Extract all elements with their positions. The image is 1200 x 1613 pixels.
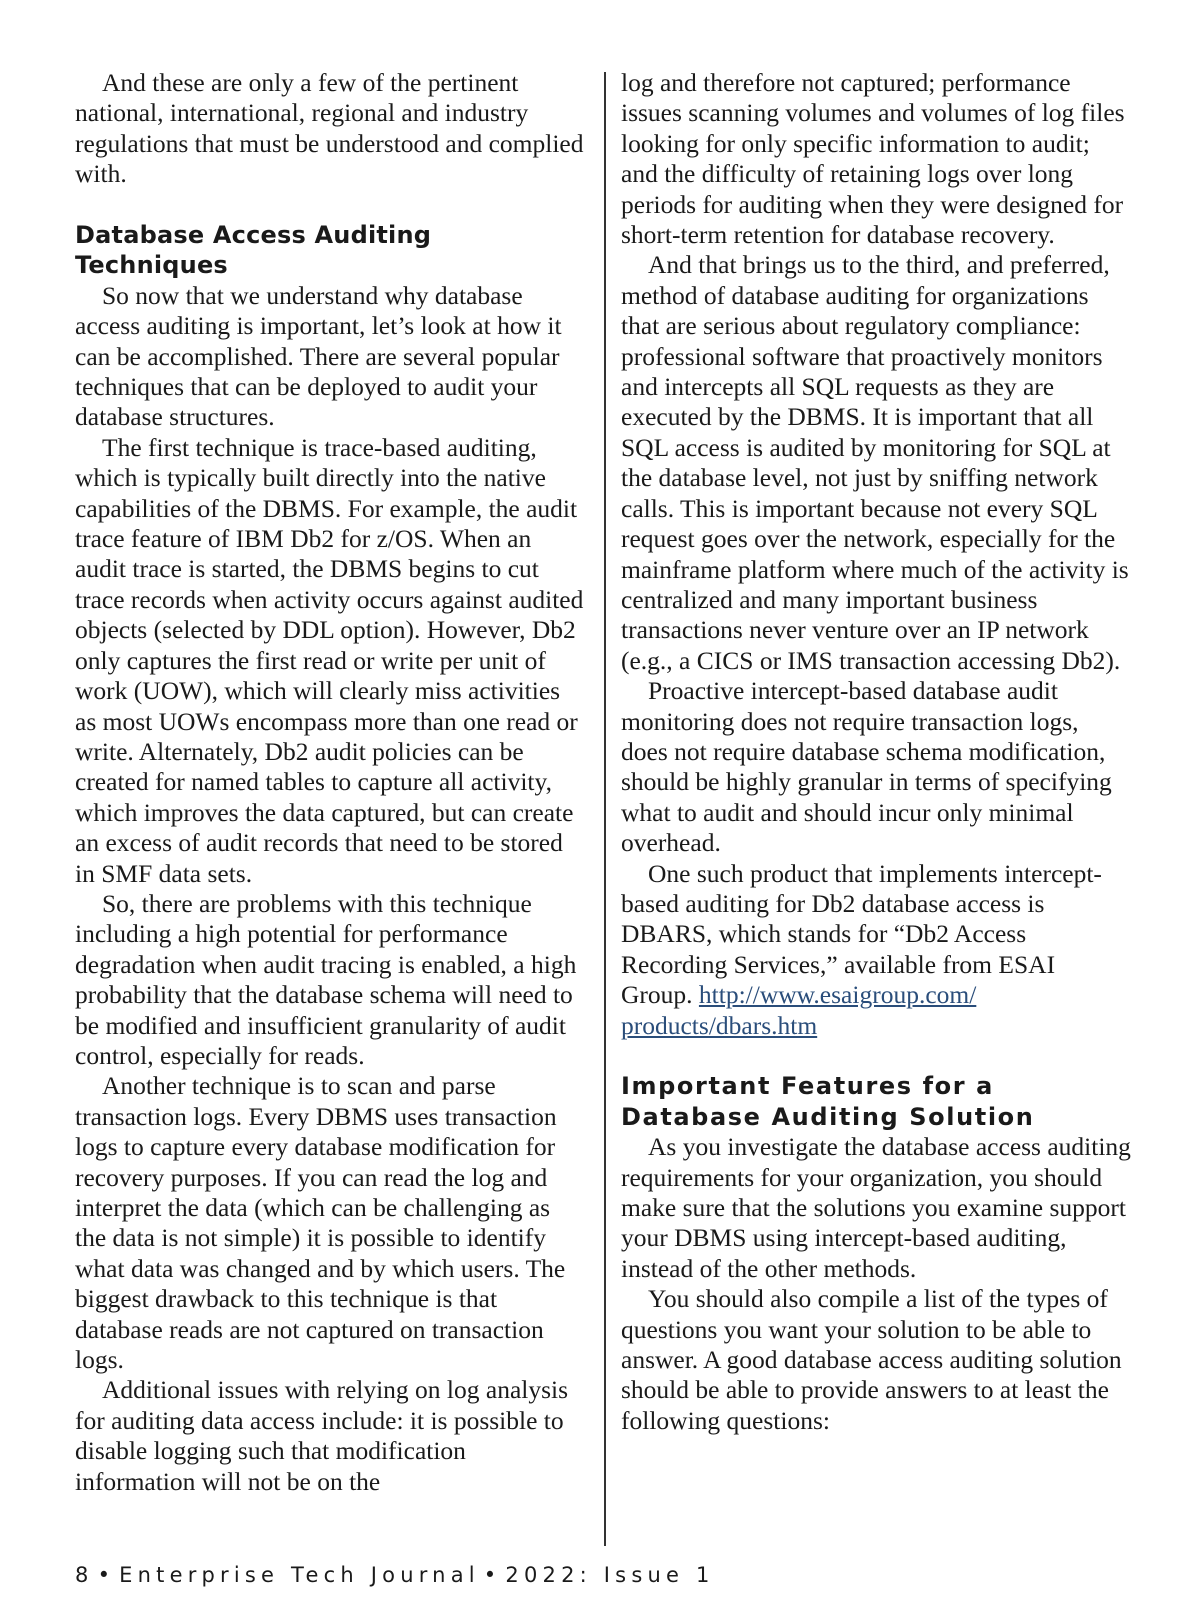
heading-line-1: Important Features for a [621, 1072, 994, 1101]
paragraph-compile: You should also compile a list of the types of questions you want your solution to be able to answer. A good database access auditing solution should be able to provide answers to at least the following questions: [621, 1284, 1122, 1435]
paragraph-another-technique: Another technique is to scan and parse transaction logs. Every DBMS uses transaction logs to capture every database modification for recovery purposes. If you can read the log and interpret the data (which can be challenging as the data is not simple) it is possible to identify what data was changed and by which users. The biggest drawback to this technique is that database reads are not captured on transaction logs. [75, 1071, 566, 1375]
product-text: One such product that implements intercept-based auditing for Db2 database access is DBARS, which stands for “Db2 Access Recording Services,” available from ESAI Group. [621, 858, 1102, 1010]
paragraph-now: So now that we understand why database access auditing is important, let’s look at how it can be accomplished. There are several popular techniques that can be deployed to audit your database structures. [75, 280, 562, 432]
heading-auditing-techniques: Database Access Auditing Techniques [75, 221, 432, 280]
left-column [75, 68, 585, 1497]
column-divider [604, 72, 606, 1546]
paragraph-continued: log and therefore not captured; performance issues scanning volumes and volumes of log files looking for only specific information to audit; and the difficulty of retaining logs over long periods for auditing when they were designed for short-term retention for database recovery. [621, 68, 1125, 250]
paragraph-proactive: Proactive intercept-based database audit monitoring does not require transaction logs, does not require database schema modification, should be highly granular in terms of specifying what to audit and should incur only minimal overhead. [621, 676, 1112, 858]
heading-line-2: Database Auditing Solution [621, 1102, 1035, 1131]
section-gap [75, 190, 585, 220]
page-number: 8 [75, 1563, 94, 1587]
page-footer [75, 1563, 715, 1587]
footer-bullet: • [483, 1563, 502, 1587]
dbars-link[interactable]: http://www.esaigroup.com/ products/dbars.htm [621, 980, 977, 1040]
paragraph-first-technique: The first technique is trace-based auditing, which is typically built directly into the native capabilities of the DBMS. For example, the audit trace feature of IBM Db2 for z/OS. When an audit trace is started, the DBMS begins to cut trace records when activity occurs against audited objects (selected by DDL option). However, Db2 only captures the first read or write per unit of work (UOW), which will clearly miss activities as most UOWs encompass more than one read or write. Alternately, Db2 audit policies can be created for named tables to capture all activity, which improves the data captured, but can create an excess of audit records that need to be stored in SMF data sets. [75, 432, 584, 888]
issue-label: 2022: Issue 1 [505, 1563, 715, 1587]
section-gap [621, 1041, 1131, 1071]
right-column [621, 68, 1131, 1436]
paragraph-product [621, 859, 1131, 1041]
paragraph-investigate: As you investigate the database access auditing requirements for your organization, you should make sure that the solutions you examine support your DBMS using intercept-based auditing, instead of the other methods. [621, 1132, 1131, 1283]
paragraph-problems: So, there are problems with this technique including a high potential for performance degradation when audit tracing is enabled, a high probability that the database schema will need to be modified and insufficient granularity of audit control, especially for reads. [75, 888, 577, 1070]
paragraph-additional-issues: Additional issues with relying on log analysis for auditing data access include: it is possible to disable logging such that modification information will not be on the [75, 1375, 569, 1496]
paragraph-third-method: And that brings us to the third, and preferred, method of database auditing for organizations that are serious about regulatory compliance: professional software that proactively monitors and intercepts all SQL requests as they are executed by the DBMS. It is important that all SQL access is audited by monitoring for SQL at the database level, not just by sniffing network calls. This is important because not every SQL request goes over the network, especially for the mainframe platform where much of the activity is centralized and many important business transactions never venture over an IP network (e.g., a CICS or IMS transaction accessing Db2). [621, 250, 1129, 675]
publication-name: Enterprise Tech Journal [119, 1563, 480, 1587]
footer-bullet: • [97, 1563, 116, 1587]
heading-important-features [621, 1071, 1131, 1132]
paragraph-intro: And these are only a few of the pertinent national, international, regional and industry regulations that must be understood and complied with. [75, 68, 584, 189]
